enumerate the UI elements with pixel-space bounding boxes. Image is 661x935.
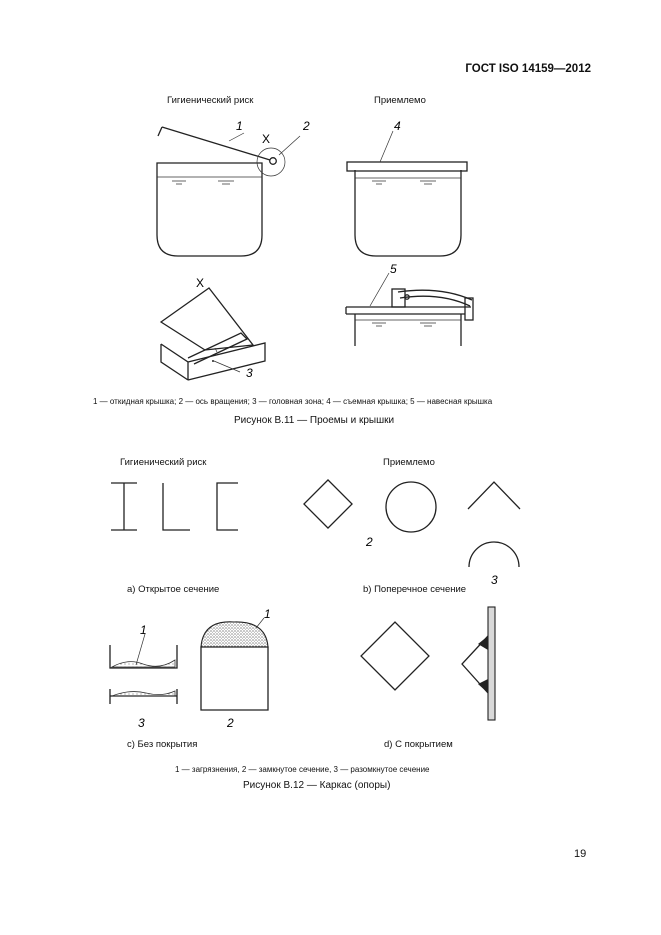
b11-callout-3: 3 — [246, 366, 253, 380]
b12-callout-3-b: 3 — [491, 573, 498, 587]
b12-callout-3-c: 3 — [138, 716, 145, 730]
b12-legend: 1 — загрязнения, 2 — замкнутое сечение, 3 — разомкнутое сечение — [175, 765, 430, 774]
b12-open-angle-section — [468, 482, 520, 509]
b12-coated-square-section — [361, 622, 429, 690]
b11-callout-5: 5 — [390, 262, 397, 276]
b12-subcaption-a: а) Открытое сечение — [127, 584, 220, 595]
b11-label-acceptable: Приемлемо — [374, 95, 426, 106]
b11-label-hygienic-risk: Гигиенический риск — [167, 95, 254, 106]
b12-callout-1-c1: 1 — [140, 623, 147, 637]
b12-subcaption-c: с) Без покрытия — [127, 739, 198, 750]
b11-caption: Рисунок В.11 — Проемы и крышки — [234, 415, 395, 426]
b12-label-acceptable: Приемлемо — [383, 457, 435, 468]
b12-open-section-channel — [217, 483, 238, 530]
b12-closed-section-with-dirt — [201, 618, 268, 710]
b12-open-section-i-beam — [111, 483, 137, 530]
document-header: ГОСТ ISO 14159—2012 — [465, 63, 591, 75]
b12-open-half-round-section — [469, 542, 519, 567]
b11-callout-2: 2 — [303, 119, 310, 133]
b11-callout-4: 4 — [394, 119, 401, 133]
b12-open-section-angle — [163, 483, 190, 530]
b12-flat-section-with-dirt — [110, 689, 177, 704]
b11-callout-1: 1 — [236, 119, 243, 133]
b11-legend: 1 — откидная крышка; 2 — ось вращения; 3 — головная зона; 4 — съемная крышка; 5 — навесная крышка — [93, 397, 493, 406]
b12-coated-wall-section — [462, 607, 495, 720]
b12-callout-1-c2: 1 — [264, 607, 271, 621]
b12-label-hygienic-risk: Гигиенический риск — [120, 457, 207, 468]
b11-detail-x-bottom: X — [196, 276, 205, 290]
b12-open-channel-with-dirt — [110, 634, 177, 668]
b12-closed-round-section — [386, 482, 436, 532]
page-number: 19 — [574, 848, 587, 860]
b12-subcaption-d: d) С покрытием — [384, 739, 453, 750]
b11-detail-x-top: X — [262, 132, 271, 146]
b12-closed-square-section — [304, 480, 352, 528]
b12-callout-2-c: 2 — [227, 716, 234, 730]
b12-subcaption-b: b) Поперечное сечение — [363, 584, 467, 595]
b12-caption: Рисунок В.12 — Каркас (опоры) — [243, 780, 391, 791]
b12-callout-2-b: 2 — [366, 535, 373, 549]
